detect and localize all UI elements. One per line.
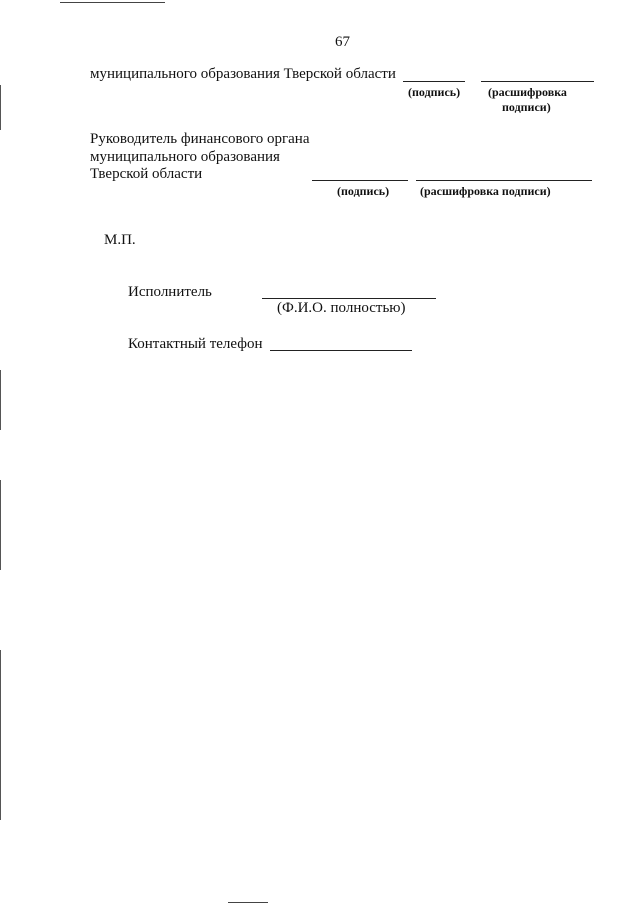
signature-line-1 xyxy=(403,81,465,82)
scan-edge-left-4 xyxy=(0,650,1,820)
contact-phone-label: Контактный телефон xyxy=(128,336,263,352)
contact-phone-line xyxy=(270,350,412,351)
scan-edge-left-2 xyxy=(0,370,1,430)
head-title-line2: муниципального образования xyxy=(90,149,280,165)
scan-edge-left-3 xyxy=(0,480,1,570)
decipher-caption-1a: (расшифровка xyxy=(488,85,567,99)
municipal-line-text: муниципального образования Тверской области xyxy=(90,66,396,82)
head-title-line1: Руководитель финансового органа xyxy=(90,131,310,147)
decipher-line-2 xyxy=(416,180,592,181)
signature-line-2 xyxy=(312,180,408,181)
executor-label: Исполнитель xyxy=(128,284,212,300)
head-title-line3: Тверской области xyxy=(90,166,203,182)
scan-edge-left-1 xyxy=(0,85,1,130)
executor-caption: (Ф.И.О. полностью) xyxy=(277,300,406,316)
scan-edge-bottom xyxy=(228,902,268,903)
stamp-place-label: М.П. xyxy=(104,232,136,248)
signature-caption-1: (подпись) xyxy=(408,85,461,99)
decipher-line-1 xyxy=(481,81,594,82)
scan-edge-top xyxy=(60,2,165,3)
decipher-caption-1b: подписи) xyxy=(502,100,551,114)
signature-caption-2: (подпись) xyxy=(337,184,390,198)
executor-line xyxy=(262,298,436,299)
page-number: 67 xyxy=(335,34,350,50)
decipher-caption-2: (расшифровка подписи) xyxy=(420,184,551,198)
